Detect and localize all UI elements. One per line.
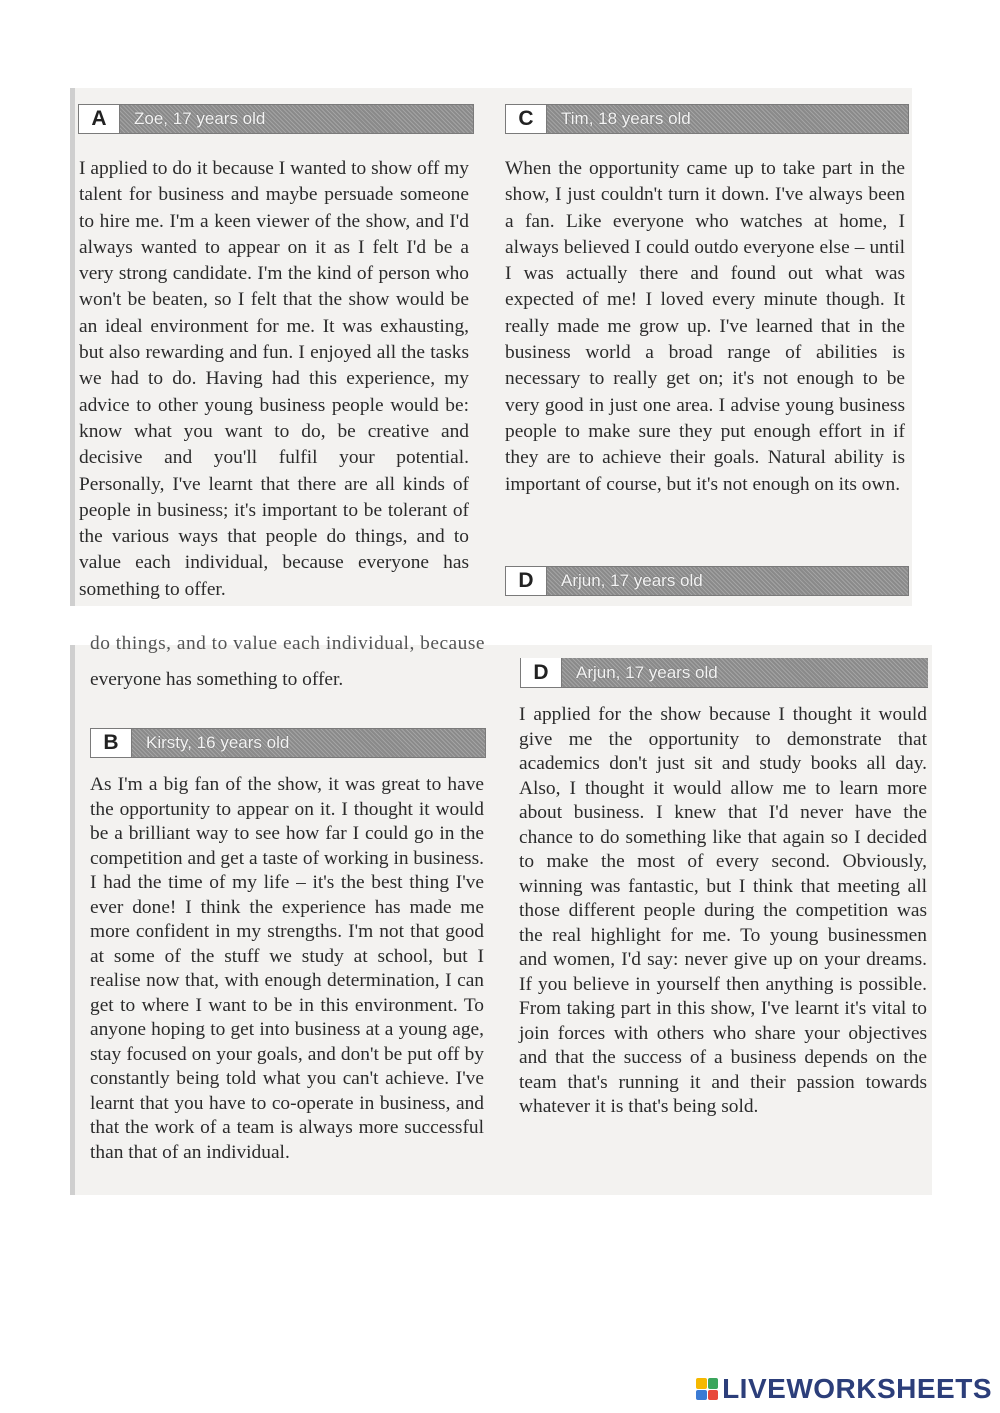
author-label: Arjun, 17 years old [547, 567, 908, 595]
section-b-header [90, 728, 486, 758]
section-letter: D [521, 658, 562, 687]
brand-icon [696, 1378, 718, 1400]
section-c-text: When the opportunity came up to take part in the show, I just couldn't turn it down. I've always been a fan. Like everyone who watches at home, I always believed I could outdo everyone else – until I was actually there and found out what was expected of me! I loved every minute though. It really made me grow up. I've learned that in the business world a broad range of abilities is necessary to really get on; it's not enough to be very good in just one area. I advise young business people to make sure they put enough effort in if they are to achieve their goals. Natural ability is important of course, but it's not enough on its own. [505, 158, 905, 495]
continued-line: everyone has something to offer. [90, 669, 344, 690]
cut-off-line [90, 633, 486, 656]
section-letter: C [506, 105, 547, 133]
section-letter: B [91, 729, 132, 757]
section-a-text: I applied to do it because I wanted to show off my talent for business and maybe persuade someone to hire me. I'm a keen viewer of the show, and I'd always wanted to appear on it as I felt I'd be a very strong candidate. I'm the kind of person who won't be beaten, so I felt that the show would be an ideal environment for me. It was exhausting, but also rewarding and fun. I enjoyed all the tasks we had to do. Having had this experience, my advice to other young business people would be: know what you want to do, be creative and decisive and you'll fulfil your potential. Personally, I've learnt that there are all kinds of people in business; it's important to be tolerant of the various ways that people do things, and to value each individual, because everyone has something to offer. [79, 158, 469, 600]
section-letter: A [79, 105, 120, 133]
section-b-text: As I'm a big fan of the show, it was great to have the opportunity to appear on it. I thought it would be a brilliant way to see how far I could go in the competition and get a taste of working in business. I had the time of my life – it's the best thing I've ever done! I think the experience has made me more confident in my strengths. I'm not that good at some of the stuff we study at school, but I realise now that, with enough determination, I can get to where I want to be in this environment. To anyone hoping to get into business at a young age, stay focused on your goals, and don't be put off by constantly being told what you can't achieve. I've learnt that you have to co-operate in business, and that the work of a team is always more successful than that of an individual. [90, 774, 484, 1163]
cut-off-text: do things, and to value each individual, because [90, 633, 486, 654]
author-label: Zoe, 17 years old [120, 105, 473, 133]
author-label: Kirsty, 16 years old [132, 729, 485, 757]
liveworksheets-logo [696, 1373, 992, 1405]
section-c-header [505, 104, 909, 134]
author-label: Arjun, 17 years old [562, 658, 928, 687]
section-d-text: I applied for the show because I thought it would give me the opportunity to demonstrate that academics don't just sit and study books all day. Also, I thought it would allow me to learn more about business. I knew that I'd never have the chance to do something like that again so I decided to make the most of every second. Obviously, winning was fantastic, but I think that meeting all those different people during the competition was the real highlight for me. To young businessmen and women, I'd say: never give up on your dreams. If you believe in yourself then anything is possible. From taking part in this show, I've learnt it's vital to join forces with others who share your objectives and that the success of a business depends on the team that's running it and their passion towards whatever it is that's being sold. [519, 704, 927, 1117]
brand-name: LIVEWORKSHEETS [722, 1373, 992, 1404]
section-d-header [520, 658, 928, 688]
section-letter: D [506, 567, 547, 595]
section-a-header [78, 104, 474, 134]
author-label: Tim, 18 years old [547, 105, 908, 133]
section-d-header-partial [505, 566, 909, 596]
